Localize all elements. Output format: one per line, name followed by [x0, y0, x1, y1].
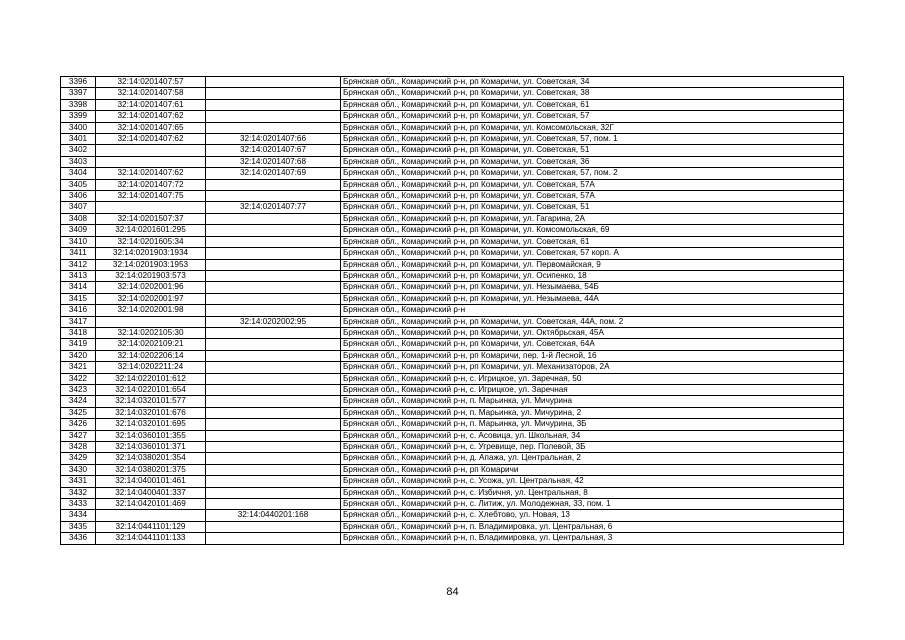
- cadastral-number-cell: 32:14:0202105:30: [96, 327, 206, 338]
- address-cell: Брянская обл., Комаричский р-н, рп Комаричи, ул. Советская, 51: [341, 145, 844, 156]
- row-number-cell: 3399: [61, 111, 96, 122]
- table-row: [61, 499, 844, 510]
- table-row: [61, 442, 844, 453]
- related-cadastral-number-cell: [206, 476, 341, 487]
- table-row: [61, 225, 844, 236]
- table-row: [61, 407, 844, 418]
- table-row: [61, 134, 844, 145]
- table-row: [61, 521, 844, 532]
- row-number-cell: 3429: [61, 453, 96, 464]
- row-number-cell: 3404: [61, 168, 96, 179]
- cadastral-number-cell: 32:14:0201407:62: [96, 111, 206, 122]
- cadastral-number-cell: 32:14:0380201:354: [96, 453, 206, 464]
- cadastral-number-cell: 32:14:0201601:295: [96, 225, 206, 236]
- table-row: [61, 350, 844, 361]
- cadastral-number-cell: 32:14:0201407:62: [96, 134, 206, 145]
- related-cadastral-number-cell: [206, 327, 341, 338]
- row-number-cell: 3418: [61, 327, 96, 338]
- table-row: [61, 384, 844, 395]
- cadastral-number-cell: 32:14:0201407:62: [96, 168, 206, 179]
- row-number-cell: 3400: [61, 122, 96, 133]
- cadastral-number-cell: 32:14:0320101:577: [96, 396, 206, 407]
- table-row: [61, 77, 844, 88]
- table-row: [61, 339, 844, 350]
- table-row: [61, 305, 844, 316]
- registry-table-body: [61, 77, 844, 545]
- related-cadastral-number-cell: [206, 384, 341, 395]
- table-row: [61, 248, 844, 259]
- address-cell: Брянская обл., Комаричский р-н, п. Владимировка, ул. Центральная, 6: [341, 521, 844, 532]
- table-row: [61, 259, 844, 270]
- address-cell: Брянская обл., Комаричский р-н, рп Комаричи, ул. Советская, 38: [341, 88, 844, 99]
- table-row: [61, 453, 844, 464]
- related-cadastral-number-cell: [206, 339, 341, 350]
- row-number-cell: 3406: [61, 191, 96, 202]
- address-cell: Брянская обл., Комаричский р-н, п. Марьинка, ул. Мичурина: [341, 396, 844, 407]
- cadastral-number-cell: 32:14:0441101:133: [96, 533, 206, 544]
- row-number-cell: 3402: [61, 145, 96, 156]
- cadastral-number-cell: 32:14:0360101:371: [96, 442, 206, 453]
- address-cell: Брянская обл., Комаричский р-н, рп Комаричи, ул. Советская, 57 корп. А: [341, 248, 844, 259]
- table-row: [61, 430, 844, 441]
- row-number-cell: 3434: [61, 510, 96, 521]
- related-cadastral-number-cell: [206, 305, 341, 316]
- address-cell: Брянская обл., Комаричский р-н, с. Литиж, ул. Молодежная, 33, пом. 1: [341, 499, 844, 510]
- related-cadastral-number-cell: [206, 373, 341, 384]
- address-cell: Брянская обл., Комаричский р-н, рп Комаричи, ул. Комсомольская, 32Г: [341, 122, 844, 133]
- address-cell: Брянская обл., Комаричский р-н, рп Комаричи, ул. Советская, 51: [341, 202, 844, 213]
- table-row: [61, 168, 844, 179]
- row-number-cell: 3421: [61, 362, 96, 373]
- table-row: [61, 476, 844, 487]
- related-cadastral-number-cell: [206, 122, 341, 133]
- related-cadastral-number-cell: [206, 88, 341, 99]
- address-cell: Брянская обл., Комаричский р-н, рп Комаричи, ул. Гагарина, 2А: [341, 213, 844, 224]
- address-cell: Брянская обл., Комаричский р-н, рп Комаричи, ул. Незымаева, 44А: [341, 293, 844, 304]
- related-cadastral-number-cell: [206, 487, 341, 498]
- table-row: [61, 464, 844, 475]
- related-cadastral-number-cell: [206, 225, 341, 236]
- cadastral-number-cell: 32:14:0220101:612: [96, 373, 206, 384]
- table-row: [61, 99, 844, 110]
- table-row: [61, 327, 844, 338]
- cadastral-number-cell: 32:14:0202001:96: [96, 282, 206, 293]
- row-number-cell: 3431: [61, 476, 96, 487]
- cadastral-number-cell: 32:14:0201407:61: [96, 99, 206, 110]
- cadastral-number-cell: 32:14:0202001:97: [96, 293, 206, 304]
- related-cadastral-number-cell: [206, 248, 341, 259]
- row-number-cell: 3401: [61, 134, 96, 145]
- address-cell: Брянская обл., Комаричский р-н, рп Комаричи, пер. 1-й Лесной, 16: [341, 350, 844, 361]
- cadastral-number-cell: [96, 202, 206, 213]
- cadastral-number-cell: 32:14:0220101:654: [96, 384, 206, 395]
- table-row: [61, 88, 844, 99]
- row-number-cell: 3436: [61, 533, 96, 544]
- cadastral-number-cell: [96, 145, 206, 156]
- related-cadastral-number-cell: [206, 236, 341, 247]
- related-cadastral-number-cell: [206, 191, 341, 202]
- cadastral-number-cell: 32:14:0400101:461: [96, 476, 206, 487]
- address-cell: Брянская обл., Комаричский р-н, рп Комаричи, ул. Советская, 36: [341, 156, 844, 167]
- row-number-cell: 3414: [61, 282, 96, 293]
- related-cadastral-number-cell: [206, 259, 341, 270]
- related-cadastral-number-cell: [206, 464, 341, 475]
- address-cell: Брянская обл., Комаричский р-н, с. Игрицкое, ул. Заречная: [341, 384, 844, 395]
- row-number-cell: 3413: [61, 270, 96, 281]
- address-cell: Брянская обл., Комаричский р-н, п. Марьинка, ул. Мичурина, 3Б: [341, 419, 844, 430]
- table-row: [61, 202, 844, 213]
- address-cell: Брянская обл., Комаричский р-н, п. Владимировка, ул. Центральная, 3: [341, 533, 844, 544]
- related-cadastral-number-cell: [206, 430, 341, 441]
- related-cadastral-number-cell: [206, 453, 341, 464]
- row-number-cell: 3424: [61, 396, 96, 407]
- address-cell: Брянская обл., Комаричский р-н, с. Угревище, пер. Полевой, 3Б: [341, 442, 844, 453]
- table-row: [61, 282, 844, 293]
- address-cell: Брянская обл., Комаричский р-н, рп Комаричи, ул. Советская, 57, пом. 2: [341, 168, 844, 179]
- address-cell: Брянская обл., Комаричский р-н, рп Комаричи, ул. Советская, 57: [341, 111, 844, 122]
- cadastral-number-cell: [96, 510, 206, 521]
- cadastral-number-cell: 32:14:0441101:129: [96, 521, 206, 532]
- table-row: [61, 316, 844, 327]
- related-cadastral-number-cell: 32:14:0201407:66: [206, 134, 341, 145]
- address-cell: Брянская обл., Комаричский р-н, рп Комаричи, ул. Октябрьская, 45А: [341, 327, 844, 338]
- related-cadastral-number-cell: 32:14:0440201:168: [206, 510, 341, 521]
- cadastral-number-cell: 32:14:0400401:337: [96, 487, 206, 498]
- address-cell: Брянская обл., Комаричский р-н, с. Избичня, ул. Центральная, 8: [341, 487, 844, 498]
- related-cadastral-number-cell: [206, 282, 341, 293]
- row-number-cell: 3416: [61, 305, 96, 316]
- address-cell: Брянская обл., Комаричский р-н, рп Комаричи, ул. Осипенко, 18: [341, 270, 844, 281]
- cadastral-number-cell: 32:14:0320101:676: [96, 407, 206, 418]
- related-cadastral-number-cell: [206, 77, 341, 88]
- row-number-cell: 3426: [61, 419, 96, 430]
- row-number-cell: 3407: [61, 202, 96, 213]
- related-cadastral-number-cell: 32:14:0202002:95: [206, 316, 341, 327]
- related-cadastral-number-cell: [206, 270, 341, 281]
- table-row: [61, 533, 844, 544]
- related-cadastral-number-cell: [206, 442, 341, 453]
- cadastral-number-cell: 32:14:0420101:469: [96, 499, 206, 510]
- related-cadastral-number-cell: [206, 362, 341, 373]
- table-row: [61, 510, 844, 521]
- address-cell: Брянская обл., Комаричский р-н, рп Комаричи, ул. Советская, 61: [341, 236, 844, 247]
- table-row: [61, 213, 844, 224]
- row-number-cell: 3428: [61, 442, 96, 453]
- row-number-cell: 3403: [61, 156, 96, 167]
- address-cell: Брянская обл., Комаричский р-н, рп Комаричи: [341, 464, 844, 475]
- table-row: [61, 293, 844, 304]
- cadastral-number-cell: 32:14:0320101:695: [96, 419, 206, 430]
- address-cell: Брянская обл., Комаричский р-н, рп Комаричи, ул. Советская, 44А, пом. 2: [341, 316, 844, 327]
- address-cell: Брянская обл., Комаричский р-н, рп Комаричи, ул. Первомайская, 9: [341, 259, 844, 270]
- cadastral-number-cell: [96, 316, 206, 327]
- related-cadastral-number-cell: [206, 419, 341, 430]
- related-cadastral-number-cell: 32:14:0201407:69: [206, 168, 341, 179]
- row-number-cell: 3396: [61, 77, 96, 88]
- cadastral-number-cell: 32:14:0202109:21: [96, 339, 206, 350]
- row-number-cell: 3420: [61, 350, 96, 361]
- table-row: [61, 396, 844, 407]
- cadastral-number-cell: 32:14:0201507:37: [96, 213, 206, 224]
- cadastral-number-cell: 32:14:0201407:65: [96, 122, 206, 133]
- table-row: [61, 487, 844, 498]
- cadastral-number-cell: 32:14:0201903:1934: [96, 248, 206, 259]
- row-number-cell: 3398: [61, 99, 96, 110]
- table-row: [61, 191, 844, 202]
- related-cadastral-number-cell: [206, 407, 341, 418]
- table-row: [61, 111, 844, 122]
- address-cell: Брянская обл., Комаричский р-н, рп Комаричи, ул. Советская, 61: [341, 99, 844, 110]
- row-number-cell: 3405: [61, 179, 96, 190]
- row-number-cell: 3425: [61, 407, 96, 418]
- cadastral-number-cell: 32:14:0202206:14: [96, 350, 206, 361]
- cadastral-number-cell: 32:14:0201407:57: [96, 77, 206, 88]
- table-row: [61, 362, 844, 373]
- address-cell: Брянская обл., Комаричский р-н, п. Марьинка, ул. Мичурина, 2: [341, 407, 844, 418]
- cadastral-number-cell: 32:14:0380201:375: [96, 464, 206, 475]
- cadastral-number-cell: 32:14:0201407:75: [96, 191, 206, 202]
- related-cadastral-number-cell: [206, 396, 341, 407]
- cadastral-number-cell: [96, 156, 206, 167]
- row-number-cell: 3415: [61, 293, 96, 304]
- table-row: [61, 373, 844, 384]
- row-number-cell: 3422: [61, 373, 96, 384]
- address-cell: Брянская обл., Комаричский р-н: [341, 305, 844, 316]
- address-cell: Брянская обл., Комаричский р-н, рп Комаричи, ул. Незымаева, 54Б: [341, 282, 844, 293]
- cadastral-number-cell: 32:14:0201903:1953: [96, 259, 206, 270]
- row-number-cell: 3427: [61, 430, 96, 441]
- address-cell: Брянская обл., Комаричский р-н, рп Комаричи, ул. Советская, 57, пом. 1: [341, 134, 844, 145]
- cadastral-number-cell: 32:14:0360101:355: [96, 430, 206, 441]
- related-cadastral-number-cell: [206, 213, 341, 224]
- address-cell: Брянская обл., Комаричский р-н, рп Комаричи, ул. Советская, 34: [341, 77, 844, 88]
- address-cell: Брянская обл., Комаричский р-н, с. Асовица, ул. Школьная, 34: [341, 430, 844, 441]
- related-cadastral-number-cell: [206, 521, 341, 532]
- row-number-cell: 3430: [61, 464, 96, 475]
- table-row: [61, 156, 844, 167]
- table-row: [61, 179, 844, 190]
- cadastral-number-cell: 32:14:0201903:573: [96, 270, 206, 281]
- row-number-cell: 3419: [61, 339, 96, 350]
- row-number-cell: 3412: [61, 259, 96, 270]
- related-cadastral-number-cell: [206, 179, 341, 190]
- table-row: [61, 236, 844, 247]
- cadastral-number-cell: 32:14:0201407:58: [96, 88, 206, 99]
- row-number-cell: 3423: [61, 384, 96, 395]
- related-cadastral-number-cell: [206, 350, 341, 361]
- registry-table: [60, 76, 844, 545]
- related-cadastral-number-cell: 32:14:0201407:77: [206, 202, 341, 213]
- table-row: [61, 419, 844, 430]
- page-number: 84: [446, 586, 459, 598]
- table-row: [61, 122, 844, 133]
- table-row: [61, 270, 844, 281]
- address-cell: Брянская обл., Комаричский р-н, рп Комаричи, ул. Советская, 64А: [341, 339, 844, 350]
- related-cadastral-number-cell: [206, 99, 341, 110]
- row-number-cell: 3411: [61, 248, 96, 259]
- cadastral-number-cell: 32:14:0202001:98: [96, 305, 206, 316]
- row-number-cell: 3433: [61, 499, 96, 510]
- row-number-cell: 3410: [61, 236, 96, 247]
- row-number-cell: 3409: [61, 225, 96, 236]
- address-cell: Брянская обл., Комаричский р-н, рп Комаричи, ул. Советская, 57А: [341, 191, 844, 202]
- row-number-cell: 3397: [61, 88, 96, 99]
- address-cell: Брянская обл., Комаричский р-н, с. Хлебтово, ул. Новая, 13: [341, 510, 844, 521]
- related-cadastral-number-cell: [206, 533, 341, 544]
- table-row: [61, 145, 844, 156]
- address-cell: Брянская обл., Комаричский р-н, с. Усожа, ул. Центральная, 42: [341, 476, 844, 487]
- cadastral-number-cell: 32:14:0201605:34: [96, 236, 206, 247]
- address-cell: Брянская обл., Комаричский р-н, д. Апажа, ул. Центральная, 2: [341, 453, 844, 464]
- address-cell: Брянская обл., Комаричский р-н, рп Комаричи, ул. Советская, 57А: [341, 179, 844, 190]
- row-number-cell: 3417: [61, 316, 96, 327]
- related-cadastral-number-cell: [206, 499, 341, 510]
- row-number-cell: 3408: [61, 213, 96, 224]
- address-cell: Брянская обл., Комаричский р-н, рп Комаричи, ул. Комсомольская, 69: [341, 225, 844, 236]
- address-cell: Брянская обл., Комаричский р-н, с. Игрицкое, ул. Заречная, 50: [341, 373, 844, 384]
- row-number-cell: 3435: [61, 521, 96, 532]
- related-cadastral-number-cell: [206, 111, 341, 122]
- related-cadastral-number-cell: 32:14:0201407:67: [206, 145, 341, 156]
- related-cadastral-number-cell: [206, 293, 341, 304]
- related-cadastral-number-cell: 32:14:0201407:68: [206, 156, 341, 167]
- cadastral-number-cell: 32:14:0202211:24: [96, 362, 206, 373]
- cadastral-number-cell: 32:14:0201407:72: [96, 179, 206, 190]
- row-number-cell: 3432: [61, 487, 96, 498]
- address-cell: Брянская обл., Комаричский р-н, рп Комаричи, ул. Механизаторов, 2А: [341, 362, 844, 373]
